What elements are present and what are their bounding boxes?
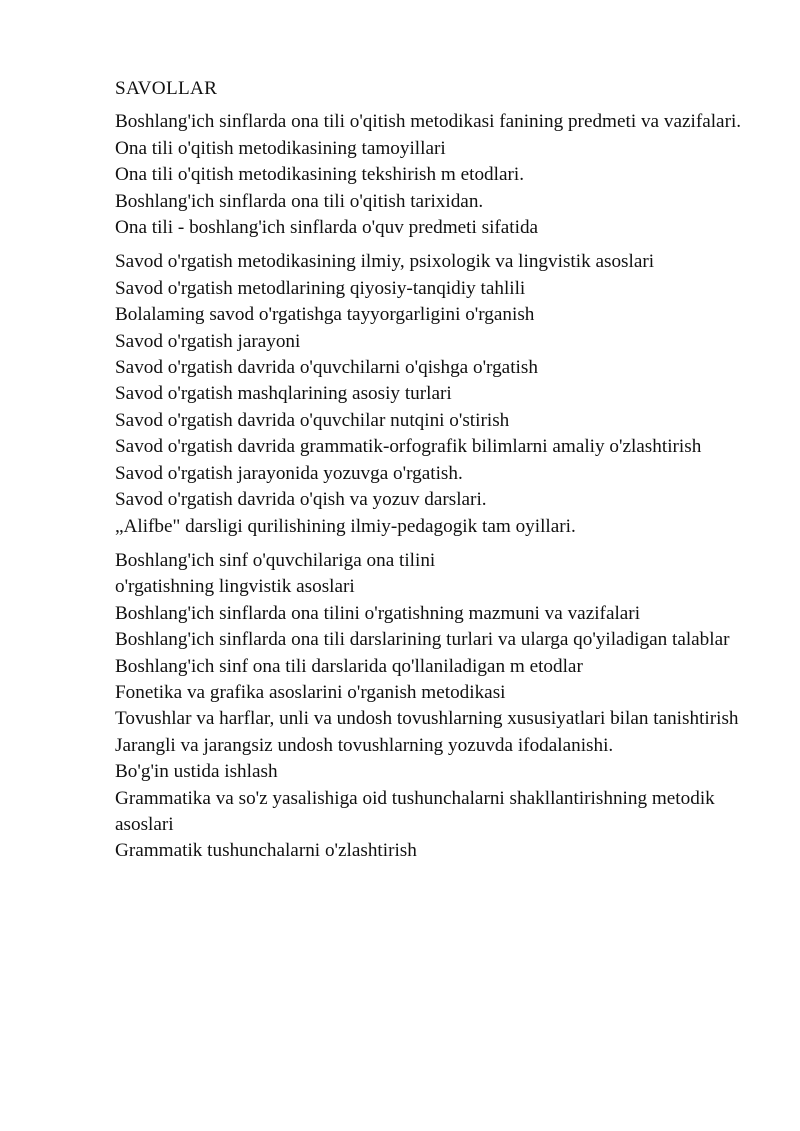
question-line: Ona tili o'qitish metodikasining tamoyillari xyxy=(115,137,446,159)
question-line: Ona tili o'qitish metodikasining tekshirish m etodlari. xyxy=(115,164,525,186)
question-line: „Alifbe" darsligi qurilishining ilmiy-pedagogik tam oyillari. xyxy=(115,515,576,537)
question-line: Savod o'rgatish metodikasining ilmiy, psixologik va lingvistik asoslari xyxy=(115,251,655,273)
question-section-3 xyxy=(115,548,755,865)
question-line: Boshlang'ich sinflarda ona tilini o'rgatishning mazmuni va vazifalari xyxy=(115,602,641,624)
question-line: Jarangli va jarangsiz undosh tovushlarning yozuvda ifodalanishi. xyxy=(115,734,614,756)
question-line: Boshlang'ich sinflarda ona tili o'qitish tarixidan. xyxy=(115,190,484,212)
question-line: Grammatika va so'z yasalishiga oid tushunchalarni shakllantirishning metodik asoslari xyxy=(115,787,715,835)
question-section-1 xyxy=(115,109,755,241)
question-line: Savod o'rgatish jarayonida yozuvga o'rgatish. xyxy=(115,462,463,484)
question-line: Boshlang'ich sinf ona tili darslarida qo'llaniladigan m etodlar xyxy=(115,655,583,677)
question-section-2 xyxy=(115,249,755,539)
document-content xyxy=(115,76,755,873)
question-line: Savod o'rgatish davrida grammatik-orfografik bilimlarni amaliy o'zlashtirish xyxy=(115,436,702,458)
question-line: Tovushlar va harflar, unli va undosh tovushlarning xususiyatlari bilan tanishtirish xyxy=(115,708,739,730)
question-line: Savod o'rgatish davrida o'qish va yozuv darslari. xyxy=(115,489,487,511)
question-line: Boshlang'ich sinflarda ona tili o'qitish metodikasi fanining predmeti va vazifalari. xyxy=(115,111,742,133)
page-title: SAVOLLAR xyxy=(115,78,218,99)
question-line: Ona tili - boshlang'ich sinflarda o'quv predmeti sifatida xyxy=(115,217,539,239)
question-line: Savod o'rgatish davrida o'quvchilar nutqini o'stirish xyxy=(115,409,510,431)
question-line: Boshlang'ich sinflarda ona tili darslarining turlari va ularga qo'yiladigan talablar xyxy=(115,629,730,651)
question-line: Fonetika va grafika asoslarini o'rganish metodikasi xyxy=(115,681,506,703)
question-line: Savod o'rgatish mashqlarining asosiy turlari xyxy=(115,383,452,405)
question-line: Grammatik tushunchalarni o'zlashtirish xyxy=(115,840,417,862)
question-line: Savod o'rgatish davrida o'quvchilarni o'qishga o'rgatish xyxy=(115,357,538,379)
question-line: Boshlang'ich sinf o'quvchilariga ona tilini xyxy=(115,549,436,571)
question-line: o'rgatishning lingvistik asoslari xyxy=(115,576,355,598)
question-line: Bolalaming savod o'rgatishga tayyorgarligini o'rganish xyxy=(115,304,535,326)
question-line: Savod o'rgatish jarayoni xyxy=(115,330,301,352)
question-line: Savod o'rgatish metodlarining qiyosiy-tanqidiy tahlili xyxy=(115,277,526,299)
question-line: Bo'g'in ustida ishlash xyxy=(115,761,278,783)
